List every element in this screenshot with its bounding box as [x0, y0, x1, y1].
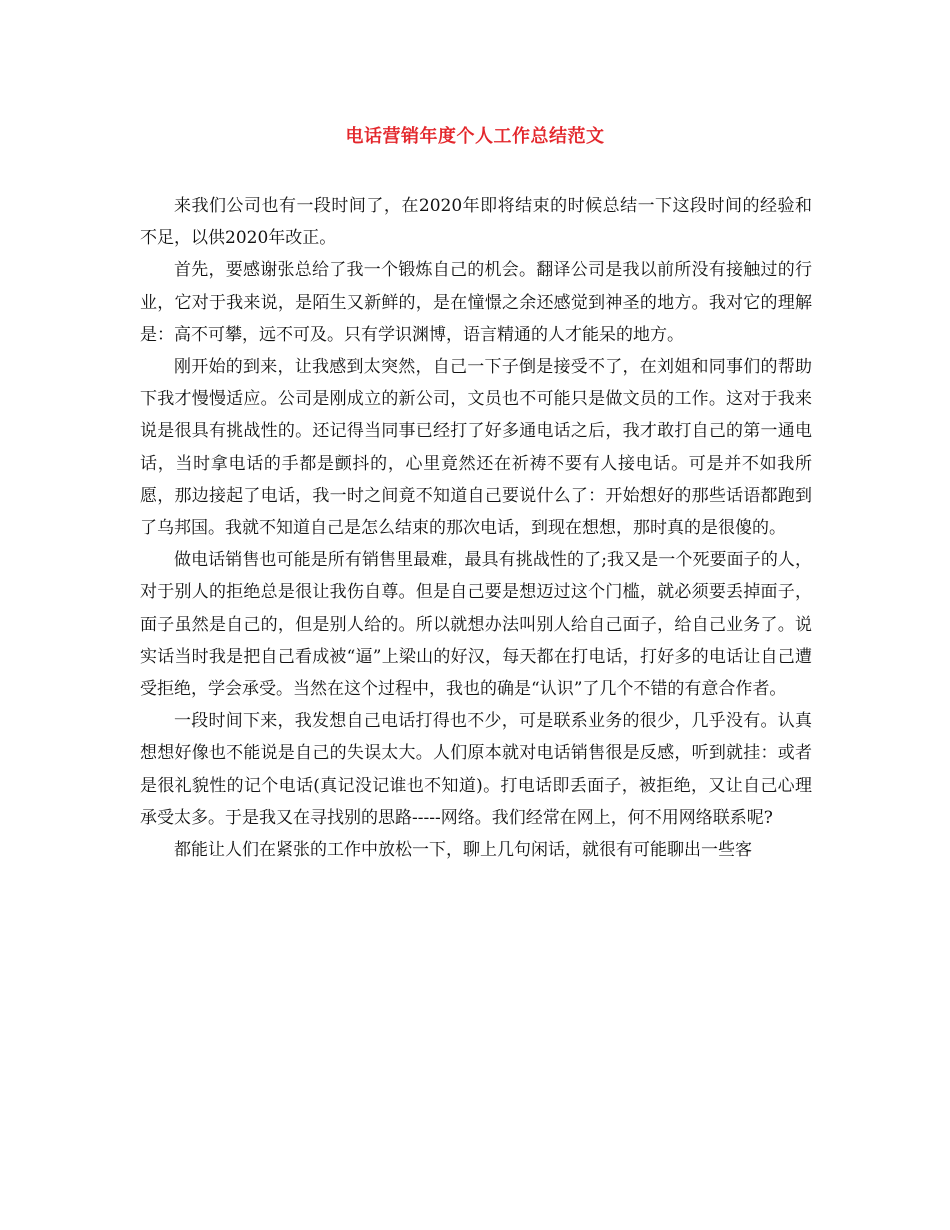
- paragraph: 做电话销售也可能是所有销售里最难，最具有挑战性的了;我又是一个死要面子的人，对于别人的拒绝总是很让我伤自尊。但是自己要是想迈过这个门槛，就必须要丢掉面子，面子虽然是自己的，但是别人给的。所以就想办法叫别人给自己面子，给自己业务了。说实话当时我是把自己看成被“逼”上梁山的好汉，每天都在打电话，打好多的电话让自己遭受拒绝，学会承受。当然在这个过程中，我也的确是“认识”了几个不错的有意合作者。: [140, 550, 812, 700]
- paragraph: 来我们公司也有一段时间了，在2020年即将结束的时候总结一下这段时间的经验和不足，以供2020年改正。: [140, 196, 812, 249]
- paragraph: 刚开始的到来，让我感到太突然，自己一下子倒是接受不了，在刘姐和同事们的帮助下我才慢慢适应。公司是刚成立的新公司，文员也不可能只是做文员的工作。这对于我来说是很具有挑战性的。还记得当同事已经打了好多通电话之后，我才敢打自己的第一通电话，当时拿电话的手都是颤抖的，心里竟然还在祈祷不要有人接电话。可是并不如我所愿，那边接起了电话，我一时之间竟不知道自己要说什么了：开始想好的那些话语都跑到了乌邦国。我就不知道自己是怎么结束的那次电话，到现在想想，那时真的是很傻的。: [140, 357, 812, 539]
- paragraph: 首先，要感谢张总给了我一个锻炼自己的机会。翻译公司是我以前所没有接触过的行业，它对于我来说，是陌生又新鲜的，是在憧憬之余还感觉到神圣的地方。我对它的理解是：高不可攀，远不可及。只有学识渊博，语言精通的人才能呆的地方。: [140, 260, 812, 345]
- document-body: [140, 190, 812, 866]
- paragraph: 一段时间下来，我发想自己电话打得也不少，可是联系业务的很少，几乎没有。认真想想好像也不能说是自己的失误太大。人们原本就对电话销售很是反感，听到就挂：或者是很礼貌性的记个电话(真记没记谁也不知道)。打电话即丢面子，被拒绝，又让自己心理承受太多。于是我又在寻找别的思路-----网络。我们经常在网上，何不用网络联系呢?: [140, 711, 812, 828]
- paragraph: 都能让人们在紧张的工作中放松一下，聊上几句闲话，就很有可能聊出一些客: [174, 840, 752, 861]
- document-title: 电话营销年度个人工作总结范文: [345, 126, 605, 147]
